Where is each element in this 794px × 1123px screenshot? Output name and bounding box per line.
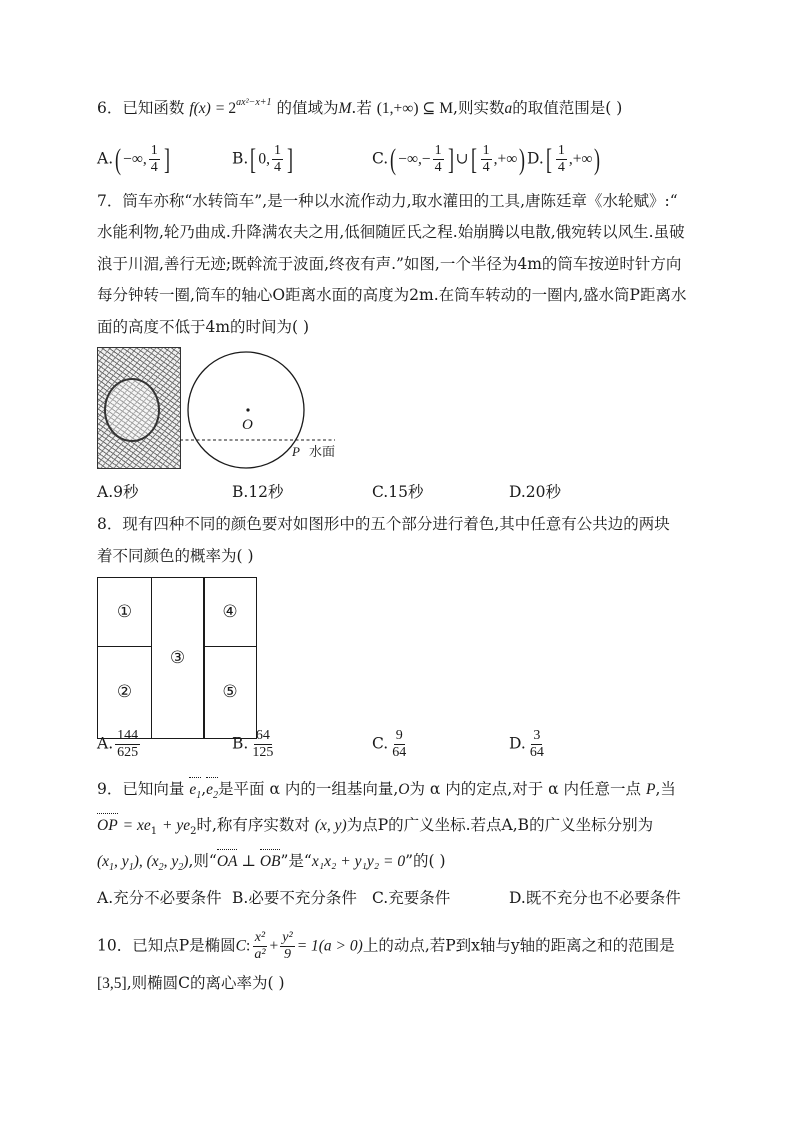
- wheel-circle: [188, 352, 304, 468]
- coloring-grid: [97, 577, 257, 739]
- vector-e1: $e_1$: [189, 781, 202, 801]
- q9-option-a[interactable]: A.充分不必要条件: [97, 889, 222, 907]
- q9-line-3: ($x_1$, $y_1$), ($x_2$, $y_2$),则“OA ⊥ OB”是“x₁x₂ + y₁y₂ = 0”的( ): [97, 852, 446, 873]
- q6-option-c[interactable]: C.( −∞,− $\frac{1}{4}$ ] ∪[ $\frac{1}{4}$ ,+∞): [372, 142, 526, 176]
- region-1: ①: [97, 577, 152, 647]
- vector-ob: OB: [259, 853, 281, 870]
- q7-option-d[interactable]: D.20秒: [509, 483, 562, 501]
- q9-option-b[interactable]: B.必要不充分条件: [232, 889, 357, 907]
- wheel-diagram: [180, 345, 340, 470]
- q9-line-2: OP = $xe_1 + ye_2$时,称有序实数对 (x, y)为点P的广义坐标.若点A,B的广义坐标分别为: [97, 816, 654, 837]
- q8-line-2: 着不同颜色的概率为( ): [97, 547, 254, 565]
- q8-option-c[interactable]: C. $\frac{9}{64}$: [372, 728, 407, 760]
- q7-line-5: 面的高度不低于4m的时间为( ): [97, 318, 310, 336]
- axle-center-point: [246, 408, 249, 411]
- region-3: ③: [151, 577, 205, 739]
- q9-option-c[interactable]: C.充要条件: [372, 889, 451, 907]
- q8-option-a[interactable]: A. $\frac{144}{625}$: [97, 728, 139, 760]
- vector-oa: OA: [216, 853, 238, 870]
- region-5: ⑤: [203, 646, 257, 740]
- region-4: ④: [203, 577, 257, 647]
- water-label: 水面: [309, 445, 336, 460]
- q7-line-4: 每分钟转一圈,筒车的轴心O距离水面的高度为2m.在筒车转动的一圈内,盛水筒P距离水: [97, 286, 687, 304]
- q8-option-b[interactable]: B. $\frac{64}{125}$: [232, 728, 274, 760]
- q7-option-c[interactable]: C.15秒: [372, 483, 424, 501]
- q6-stem: 6．已知函数 $f(x) = 2^{ax^2-x+1}$ 的值域为M.若 (1,+∞) ⊆ M,则实数a的取值范围是( ): [97, 97, 623, 117]
- q6-option-a[interactable]: A.( −∞, $\frac{1}{4}$ ]: [97, 142, 170, 176]
- q9-option-d[interactable]: D.既不充分也不必要条件: [509, 889, 681, 907]
- q8-option-d[interactable]: D. $\frac{3}{64}$: [509, 728, 544, 760]
- waterwheel-wheel-icon: [104, 378, 160, 442]
- q10-line-2: [3,5],则椭圆C的离心率为( ): [97, 974, 285, 992]
- waterwheel-illustration: [97, 347, 181, 469]
- vector-op: OP: [97, 817, 118, 834]
- q7-line-1: 7．筒车亦称“水转筒车”,是一种以水流作动力,取水灌田的工具,唐陈廷章《水轮赋》:“: [97, 192, 678, 210]
- region-2: ②: [97, 646, 152, 740]
- q6-option-b[interactable]: B.[ 0, $\frac{1}{4}$ ]: [232, 142, 293, 176]
- q6-option-d[interactable]: D.[ $\frac{1}{4}$ ,+∞): [527, 142, 601, 176]
- q7-line-2: 水能利物,轮乃曲成.升降满农夫之用,低徊随匠氏之程.始崩腾以电散,俄宛转以风生.虽破: [97, 223, 685, 241]
- q8-line-1: 8．现有四种不同的颜色要对如图形中的五个部分进行着色,其中任意有公共边的两块: [97, 515, 670, 533]
- axle-label: O: [242, 417, 253, 433]
- q10-line-1: 10．已知点P是椭圆C: $\frac{\text{x²}}{\text{a²}}$ + $\frac{\text{y²}}{9}$ = 1(a > 0)上的动点,若P到x轴与y轴的距离之和的范围是: [97, 930, 675, 962]
- bucket-label: P: [292, 444, 300, 459]
- q7-line-3: 浪于川湄,善行无迹;既斡流于波面,终夜有声.”如图,一个半径为4m的筒车按逆时针方向: [97, 255, 682, 273]
- q7-option-b[interactable]: B.12秒: [232, 483, 284, 501]
- q7-option-a[interactable]: A.9秒: [97, 483, 139, 501]
- vector-e2: $e_2$: [206, 781, 219, 801]
- q9-line-1: 9．已知向量 $e_1,e_2$是平面 α 内的一组基向量,O为 α 内的定点,对于 α 内任意一点 P,当: [97, 780, 676, 801]
